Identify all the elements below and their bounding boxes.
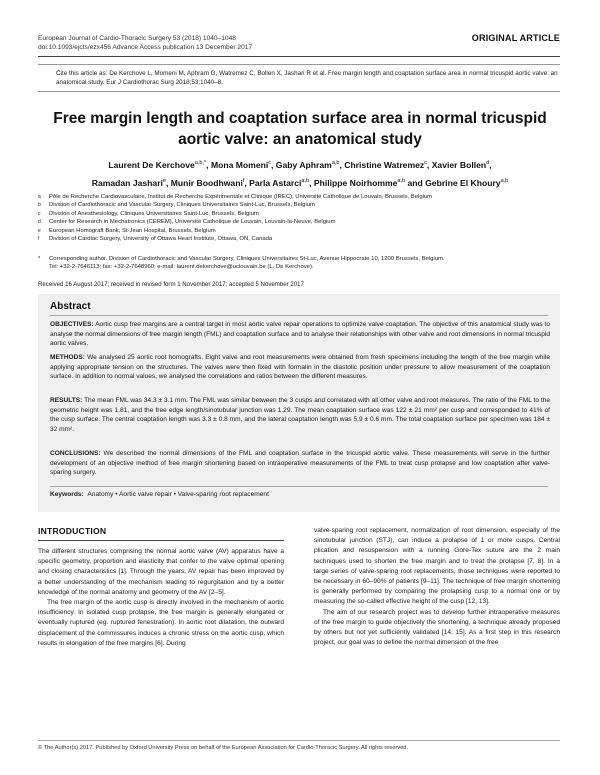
copyright-footer: © The Author(s) 2017. Published by Oxford University Press on behalf of the European Association for Cardio-Thoracic Surgery. All rights reserved. xyxy=(38,745,409,751)
received-dates: Received 16 August 2017; received in revised form 1 November 2017; accepted 5 November 2017 xyxy=(38,281,304,288)
left-column xyxy=(38,547,284,649)
author-line-2: Ramadan Jashari$^e$, Munir Boodhwani$^f$, Parla Astarci$^{a,b}$, Philippe Noirhomme$^{a,b}$ and Gebrine El Khoury$^{a,b}$ xyxy=(91,177,509,188)
introduction-heading: INTRODUCTION xyxy=(38,526,107,536)
abstract-conclusions: CONCLUSIONS: We described the normal dimensions of the FML and coaptation surface in the tricuspid aortic valve. These measurements will serve in the further development of an objective method of free margin shortening based on intraoperative measurements of the FML to treat cusp prolapse and low coaptation after valve-sparing surgery. xyxy=(50,450,550,477)
author: Munir Boodhwani$^f$ xyxy=(170,177,245,188)
header-rule xyxy=(38,56,560,57)
right-column xyxy=(314,526,560,648)
title-line-2: aortic valve: an anatomical study xyxy=(178,131,422,148)
affiliation: e European Homograft Bank, St-Jean Hospital, Brussels, Belgium xyxy=(38,227,216,234)
title-line-1: Free margin length and coaptation surface area in normal tricuspid xyxy=(53,110,547,127)
author: Gaby Aphram$^{a,b}$ xyxy=(275,159,340,170)
author: Philippe Noirhomme$^{a,b}$ xyxy=(313,177,406,188)
author: Mona Momeni$^c$ xyxy=(210,159,271,170)
author: Parla Astarci$^{a,b}$ xyxy=(249,177,310,188)
corresponding-author: * Corresponding author. Division of Cardiothoracic and Vascular Surgery, Cliniques Universitaires St-Luc, Avenue Hippocrate 10, 1200 Brussels, Belgium. Tel: +32-2-7646113; fax: +32-2-7648960; e-mail: laurent.dekerchove@uclouvain.be (L. De Kerchove). xyxy=(38,256,445,271)
citation-bottom-rule xyxy=(38,91,560,92)
keywords: Keywords: Anatomy • Aortic valve repair • Valve-sparing root replacement xyxy=(50,491,269,498)
journal-info xyxy=(38,34,418,52)
introduction-rule xyxy=(38,540,284,541)
author-line-1: Laurent De Kerchove$^{a,b,*}$, Mona Momeni$^c$, Gaby Aphram$^{a,b}$, Christine Watremez$^c$, Xavier Bollen$^d$, xyxy=(108,159,492,170)
abstract-results: RESULTS: The mean FML was 34.3 ± 3.1 mm. The FML was similar between the 3 cusps and correlated with all other valve and root measures. The ratio of the FML to the geometric height was 1.81, and the free edge length/sinotubular junction was 1.29. The mean coaptation surface was 122 ± 21 mm² per cusp and corresponded to 41% of the cusp surface. The central coaptation length was 3.3 ± 0.8 mm, and the lateral coaptation length was 5.9 ± 0.6 mm. The total coaptation surface per specimen was 184 ± 32 mm². xyxy=(50,397,550,434)
abstract-heading: Abstract xyxy=(50,301,91,312)
paragraph: valve-sparing root replacement, normalization of root dimension, especially of the sinotubular junction (STJ), can induce a prolapse of 1 or more cusps. Central plication and resuspension with a running Gore-Tex suture are the 2 main techniques used to shorten the free margin and to treat the prolapse [7, 8]. In a large series of valve-sparing root replacements, those techniques were reported to be necessary in 60–90% of patients [9–11]. The technique of free margin shortening is generally performed by comparing the prolapsing cusp to a normal one or by measuring the so-called effective height of the cusp [12, 13]. xyxy=(314,527,560,606)
footer-rule xyxy=(38,740,560,741)
author: Ramadan Jashari$^e$ xyxy=(91,177,166,188)
author-list xyxy=(50,155,550,191)
paragraph: The aim of our research project was to develop further intraoperative measures of the free margin to guide objectively the shortening, a technique already proposed by others but not yet sufficiently validated [14, 15]. As a first step in this research project, our goal was to define the normal dimension of the free xyxy=(314,608,560,647)
keywords-rule xyxy=(50,486,548,487)
abstract-methods: METHODS: We analysed 25 aortic root homografts. Eight valve and root measurements were obtained from fresh specimens including the length of the free margin while applying appropriate tension on the structures. The valves were then fixed with formalin in the diastolic position under pressure to allow measurement of the coaptation surface. In addition to normal values, we analysed the correlations and ratios between the different measures. xyxy=(50,354,550,381)
affiliations xyxy=(38,193,558,243)
paragraph: The different structures comprising the normal aortic valve (AV) apparatus have a specific geometry, proportion and elasticity that confer to the valve optimal opening and closing characteristics [1]. Through the years, AV repair has been improved by a better understanding of the mechanism leading to regurgitation and by a better knowledge of the normal anatomy and geometry of the AV [2–5]. xyxy=(38,548,284,596)
affiliation: b Division of Cardiothoracic and Vascular Surgery, Cliniques Universitaires Saint-Luc, Brussels, Belgium xyxy=(38,202,315,209)
affiliation: c Division of Anesthesiology, Cliniques Universitaires Saint-Luc, Brussels, Belgium xyxy=(38,210,259,217)
citation-top-rule xyxy=(38,64,560,65)
paragraph: The free margin of the aortic cusp is directly involved in the mechanism of aortic insufficiency. In isolated cusp prolapse, the free margin is generally elongated or eventually ruptured (eg. ruptured fenestration). In aortic root dilatation, the outward displacement of the commissures induces a chronic stress on the aortic cusp, which results in elongation of the free margins [6]. During xyxy=(38,599,284,647)
author: Gebrine El Khoury$^{a,b}$ xyxy=(425,177,509,188)
article-title xyxy=(40,108,560,150)
affiliation: f Division of Cardiac Surgery, University of Ottawa Heart Institute, Ottawa, ON, Canada xyxy=(38,236,273,243)
author: Xavier Bollen$^d$ xyxy=(431,159,490,170)
journal-line-2: doi:10.1093/ejcts/ezx456 Advance Access publication 13 December 2017 xyxy=(38,44,253,51)
journal-line-1: European Journal of Cardio-Thoracic Surgery 53 (2018) 1040–1048 xyxy=(38,35,236,42)
article-type-label: ORIGINAL ARTICLE xyxy=(471,33,560,43)
affiliation: a Pôle de Recherche Cardiovasculaire, Institut de Recherche Expérimentale et Clinique (IREC), Université Catholique de Louvain, Brussels, Belgium xyxy=(38,194,433,200)
abstract-objectives: OBJECTIVES: Aortic cusp free margins are a central target in most aortic valve repair operations to optimize valve coaptation. The objective of this anatomical study was to analyse the normal dimensions of free margin length (FML) and coaptation surface and to analyse their relationships with other valve and root dimensions in normal tricuspid aortic valves. xyxy=(50,321,551,348)
citation-note: Cite this article as: De Kerchove L, Momeni M, Aphram G, Watremez C, Bollen X, Jashari R et al. Free margin length and coaptation surface area in normal tricuspid aortic valve: an anatomical study. Eur J Cardiothorac Surg 2018;53:1040–8. xyxy=(56,70,558,86)
author: Laurent De Kerchove$^{a,b,*}$ xyxy=(108,159,207,170)
affiliation: d Center for Research in Mechatronics (CEREM), Université Catholique de Louvain, Louvain-la-Neuve, Belgium xyxy=(38,219,336,226)
abstract-rule xyxy=(50,315,548,316)
author: Christine Watremez$^c$ xyxy=(344,159,427,170)
